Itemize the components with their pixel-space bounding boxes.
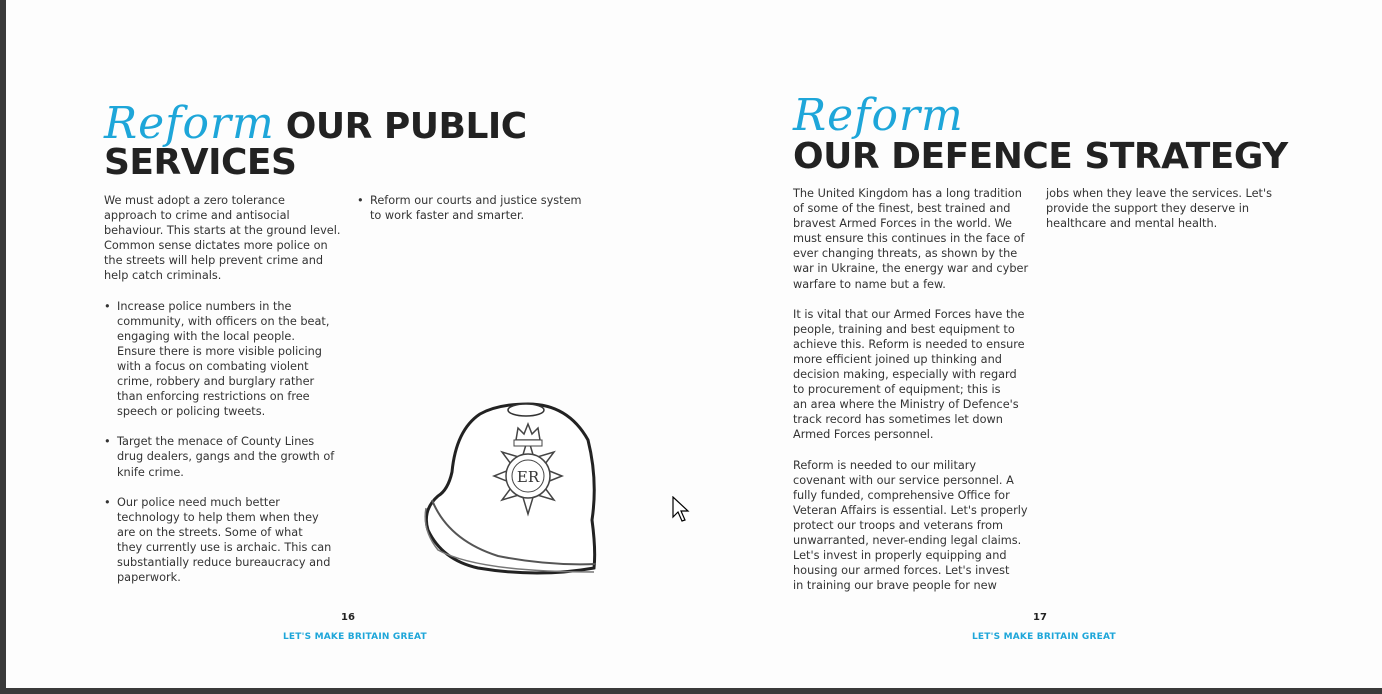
right-title-line1: OUR DEFENCE STRATEGY <box>793 136 1288 177</box>
left-footer-slogan: LET'S MAKE BRITAIN GREAT <box>283 632 427 642</box>
right-page-number: 17 <box>1033 612 1047 623</box>
left-column-1 <box>104 193 344 600</box>
left-title-line2: SERVICES <box>104 142 297 183</box>
right-paragraph-3: Reform is needed to our military covenant with our service personnel. A fully funded, comprehensive Office for Veteran Affairs is essential. Let's properly protect our troops and veterans from unwarranted, never-ending legal claims. Let's invest in properly equipping and housing our armed forces. Let's invest in training our brave people for new <box>793 458 1028 593</box>
right-page-title <box>793 90 1353 177</box>
right-column-2 <box>1046 186 1286 231</box>
document-spread <box>6 0 1382 688</box>
right-title-script: Reform <box>793 90 964 141</box>
left-bullet-list <box>104 299 344 586</box>
right-paragraph-2: It is vital that our Armed Forces have the people, training and best equipment to achieve this. Reform is needed to ensure more efficient joined up thinking and decision making, especially with regard to procurement of equipment; this is an area where the Ministry of Defence's track record has sometimes let down Armed Forces personnel. <box>793 307 1025 442</box>
left-column-2 <box>357 193 597 238</box>
right-footer-slogan: LET'S MAKE BRITAIN GREAT <box>972 632 1116 642</box>
list-item: • Target the menace of County Lines drug dealers, gangs and the growth of knife crime. <box>104 434 344 479</box>
left-intro-paragraph: We must adopt a zero tolerance approach to crime and antisocial behaviour. This starts at the ground level. Common sense dictates more police on the streets will help prevent crime and help catch criminals. <box>104 194 341 283</box>
list-item: • Our police need much better technology to help them when they are on the streets. Some of what they currently use is archaic. This can substantially reduce bureaucracy and paperwork. <box>104 495 344 586</box>
left-page-number: 16 <box>341 612 355 623</box>
right-paragraph-1: The United Kingdom has a long tradition of some of the finest, best trained and bravest Armed Forces in the world. We must ensure this continues in the face of ever changing threats, as shown by the war in Ukraine, the energy war and cyber warfare to name but a few. <box>793 187 1029 291</box>
list-item: • Reform our courts and justice system to work faster and smarter. <box>357 193 597 223</box>
left-bullet-list-2 <box>357 193 597 223</box>
mouse-cursor-icon <box>672 496 692 524</box>
svg-text:ER: ER <box>516 468 540 486</box>
left-page-title <box>104 98 624 183</box>
list-item: • Increase police numbers in the community, with officers on the beat, engaging with the local people. Ensure there is more visible policing with a focus on combating violent crime, robbery and burglary rather than enforcing restrictions on free speech or policing tweets. <box>104 299 344 420</box>
police-helmet-illustration <box>418 400 610 580</box>
right-paragraph-4: jobs when they leave the services. Let's provide the support they deserve in healthcare and mental health. <box>1046 187 1272 231</box>
left-title-script: Reform <box>104 98 275 149</box>
left-title-line1: OUR PUBLIC <box>285 106 527 147</box>
right-column-1 <box>793 186 1038 593</box>
